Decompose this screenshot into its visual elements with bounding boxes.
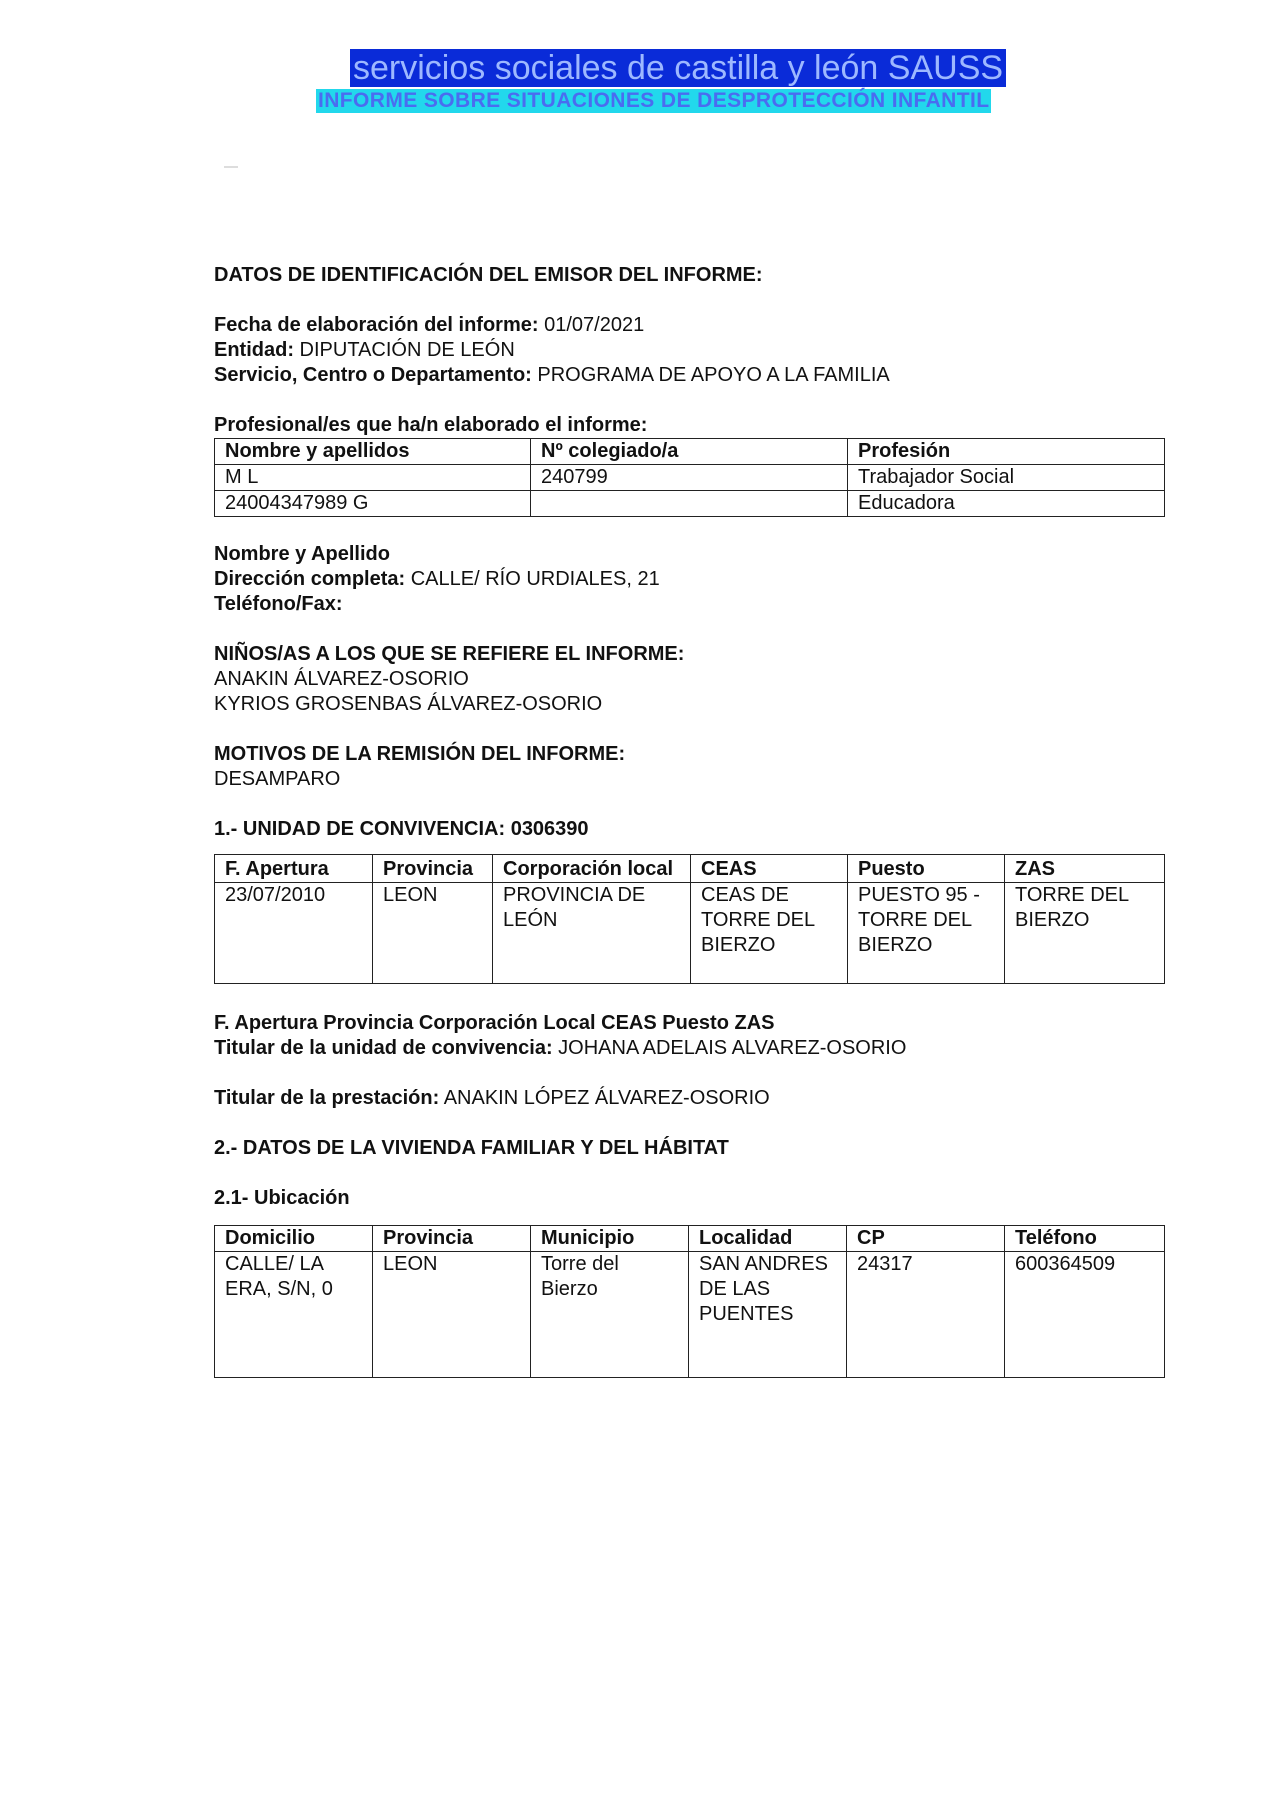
profesionales-table: [214, 438, 1165, 517]
table-cell: Trabajador Social: [848, 465, 1165, 491]
table-cell: LEON: [373, 1252, 531, 1378]
column-header: Teléfono: [1005, 1226, 1165, 1252]
table-cell: Educadora: [848, 491, 1165, 517]
prestacion-value: ANAKIN LÓPEZ ÁLVAREZ-OSORIO: [439, 1087, 770, 1109]
ninos-heading: NIÑOS/AS A LOS QUE SE REFIERE EL INFORME:: [214, 643, 685, 665]
table-cell: 23/07/2010: [215, 883, 373, 984]
table-cell: CALLE/ LA ERA, S/N, 0: [215, 1252, 373, 1378]
table-cell: 24317: [847, 1252, 1005, 1378]
table-cell: PUESTO 95 - TORRE DEL BIERZO: [848, 883, 1005, 984]
direccion-label: Dirección completa:: [214, 568, 406, 590]
table-cell: 240799: [531, 465, 848, 491]
motivos-heading: MOTIVOS DE LA REMISIÓN DEL INFORME:: [214, 743, 626, 765]
motivos-value: DESAMPARO: [214, 768, 341, 790]
table-cell: LEON: [373, 883, 493, 984]
fecha-value: 01/07/2021: [538, 314, 645, 336]
decorative-mark: [224, 166, 238, 168]
column-header: Corporación local: [493, 855, 691, 883]
titular-value: JOHANA ADELAIS ALVAREZ-OSORIO: [552, 1037, 907, 1059]
prestacion-line: [214, 1086, 1164, 1111]
table-header-row: [215, 1226, 1165, 1252]
servicio-line: [214, 363, 1164, 388]
entidad-value: DIPUTACIÓN DE LEÓN: [294, 339, 515, 361]
table-cell: CEAS DE TORRE DEL BIERZO: [691, 883, 848, 984]
table-cell: Torre del Bierzo: [531, 1252, 689, 1378]
unidad-heading: 1.- UNIDAD DE CONVIVENCIA: 0306390: [214, 818, 589, 840]
table-cell: [531, 491, 848, 517]
entidad-line: [214, 338, 1164, 363]
direccion-value: CALLE/ RÍO URDIALES, 21: [405, 568, 660, 590]
vivienda-heading: 2.- DATOS DE LA VIVIENDA FAMILIAR Y DEL HÁBITAT: [214, 1137, 729, 1159]
column-header: CP: [847, 1226, 1005, 1252]
table-row: [215, 465, 1165, 491]
document-title: servicios sociales de castilla y león SAUSS: [350, 49, 1006, 87]
table-row: [215, 491, 1165, 517]
table-cell: SAN ANDRES DE LAS PUENTES: [689, 1252, 847, 1378]
servicio-value: PROGRAMA DE APOYO A LA FAMILIA: [531, 364, 890, 386]
list-item: ANAKIN ÁLVAREZ-OSORIO: [214, 668, 469, 690]
unidad-summary: F. Apertura Provincia Corporación Local CEAS Puesto ZAS: [214, 1012, 775, 1034]
table-cell: 24004347989 G: [215, 491, 531, 517]
column-header: Municipio: [531, 1226, 689, 1252]
table-cell: TORRE DEL BIERZO: [1005, 883, 1165, 984]
column-header: Nº colegiado/a: [531, 439, 848, 465]
servicio-label: Servicio, Centro o Departamento:: [214, 364, 532, 386]
prestacion-label: Titular de la prestación:: [214, 1087, 440, 1109]
fecha-line: [214, 313, 1164, 338]
ubicacion-table: [214, 1225, 1165, 1378]
emisor-heading: DATOS DE IDENTIFICACIÓN DEL EMISOR DEL INFORME:: [214, 264, 763, 286]
column-header: Provincia: [373, 855, 493, 883]
table-header-row: [215, 439, 1165, 465]
ubicacion-heading: 2.1- Ubicación: [214, 1187, 350, 1209]
column-header: ZAS: [1005, 855, 1165, 883]
column-header: Provincia: [373, 1226, 531, 1252]
column-header: Nombre y apellidos: [215, 439, 531, 465]
list-item: KYRIOS GROSENBAS ÁLVAREZ-OSORIO: [214, 693, 603, 715]
telefono-label: Teléfono/Fax:: [214, 593, 343, 615]
direccion-line: [214, 567, 1164, 592]
fecha-label: Fecha de elaboración del informe:: [214, 314, 539, 336]
table-row: [215, 883, 1165, 984]
column-header: Localidad: [689, 1226, 847, 1252]
column-header: Puesto: [848, 855, 1005, 883]
document-subtitle: INFORME SOBRE SITUACIONES DE DESPROTECCIÓN INFANTIL: [318, 89, 990, 112]
titular-line: [214, 1036, 1164, 1061]
unidad-table: [214, 854, 1165, 984]
table-cell: 600364509: [1005, 1252, 1165, 1378]
column-header: F. Apertura: [215, 855, 373, 883]
report-body: [214, 263, 1164, 1378]
table-cell: PROVINCIA DE LEÓN: [493, 883, 691, 984]
column-header: CEAS: [691, 855, 848, 883]
table-row: [215, 1252, 1165, 1378]
entidad-label: Entidad:: [214, 339, 294, 361]
profesionales-heading: Profesional/es que ha/n elaborado el informe:: [214, 414, 648, 436]
nombre-apellido-label: Nombre y Apellido: [214, 543, 390, 565]
titular-label: Titular de la unidad de convivencia:: [214, 1037, 553, 1059]
table-header-row: [215, 855, 1165, 883]
column-header: Domicilio: [215, 1226, 373, 1252]
table-cell: M L: [215, 465, 531, 491]
column-header: Profesión: [848, 439, 1165, 465]
